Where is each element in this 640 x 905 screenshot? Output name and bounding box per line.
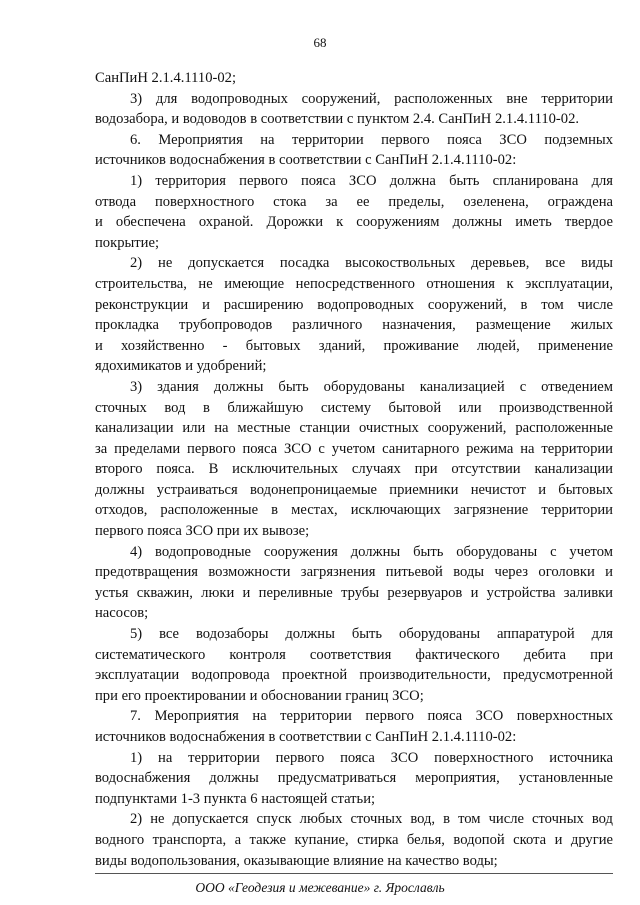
text-line: 3) здания должны быть оборудованы канализацией с отведением — [130, 378, 613, 395]
text-line: за пределами первого пояса ЗСО с учетом санитарного режима на территории — [95, 440, 613, 457]
text-line: подпунктами 1-3 пункта 6 настоящей статьи; — [95, 790, 376, 807]
text-line: второго пояса. В исключительных случаях при отсутствии канализации — [95, 461, 613, 478]
text-line: источников водоснабжения в соответствии с СанПиН 2.1.4.1110-02: — [95, 152, 517, 169]
text-line: 1) территория первого пояса ЗСО должна быть спланирована для — [130, 172, 613, 189]
text-line: водного транспорта, а также купание, стирка белья, водопой скота и другие — [95, 831, 613, 848]
text-line: прокладка трубопроводов различного назначения, размещение жилых — [95, 317, 613, 334]
text-line: 5) все водозаборы должны быть оборудованы аппаратурой для — [130, 626, 613, 643]
text-line: 2) не допускается посадка высокоствольных деревьев, все виды — [130, 255, 613, 272]
text-line: водозабора, и водоводов в соответствии с пунктом 2.4. СанПиН 2.1.4.1110-02. — [95, 111, 580, 128]
text-line: покрытие; — [95, 234, 160, 251]
text-line: СанПиН 2.1.4.1110-02; — [95, 70, 237, 86]
footer-divider — [95, 873, 613, 874]
text-line: канализации или на местные станции очистных сооружений, расположенные — [95, 420, 613, 437]
text-line: 2) не допускается спуск любых сточных вод, в том числе сточных вод — [130, 811, 613, 828]
text-line: 3) для водопроводных сооружений, расположенных вне территории — [130, 90, 613, 107]
text-line: и хозяйственно - бытовых зданий, проживание людей, применение — [95, 337, 613, 354]
text-line: устья скважин, люки и переливные трубы резервуаров и устройства заливки — [95, 584, 613, 601]
text-line: 7. Мероприятия на территории первого пояса ЗСО поверхностных — [130, 708, 613, 725]
document-body — [95, 68, 613, 871]
text-line: и обеспечена охраной. Дорожки к сооружениям должны иметь твердое — [95, 214, 613, 231]
text-line: отвода поверхностного стока за ее пределы, озеленена, ограждена — [95, 193, 613, 210]
text-line: первого пояса ЗСО при их вывозе; — [95, 523, 310, 540]
text-line: 4) водопроводные сооружения должны быть оборудованы с учетом — [130, 543, 613, 560]
text-line: должны устраиваться водонепроницаемые приемники нечистот и бытовых — [95, 481, 613, 498]
page-footer: ООО «Геодезия и межевание» г. Ярославль — [195, 880, 445, 895]
text-line: водоснабжения должны предусматриваться мероприятия, установленные — [95, 770, 613, 787]
text-line: ядохимикатов и удобрений; — [95, 358, 267, 375]
text-line: при его проектировании и обосновании границ ЗСО; — [95, 687, 424, 704]
text-line: отходов, расположенные в местах, исключающих загрязнение территории — [95, 502, 613, 519]
text-line: сточных вод в ближайшую систему бытовой или производственной — [95, 399, 613, 416]
text-line: предотвращения возможности загрязнения питьевой воды через оголовки и — [95, 564, 613, 581]
text-line: 1) на территории первого пояса ЗСО поверхностного источника — [130, 749, 613, 766]
text-line: реконструкции и расширению водопроводных сооружений, в том числе — [95, 296, 613, 313]
text-line: виды водопользования, оказывающие влияние на качество воды; — [95, 852, 498, 869]
text-line: 6. Мероприятия на территории первого пояса ЗСО подземных — [130, 131, 613, 148]
text-line: строительства, не имеющие непосредственного отношения к эксплуатации, — [95, 275, 613, 292]
text-line: систематического контроля соответствия фактического дебита при — [95, 646, 613, 663]
text-line: источников водоснабжения в соответствии с СанПиН 2.1.4.1110-02: — [95, 729, 517, 745]
page-number: 68 — [313, 35, 327, 50]
text-line: насосов; — [95, 605, 149, 622]
text-line: эксплуатации водопровода проектной производительности, предусмотренной — [95, 667, 613, 684]
